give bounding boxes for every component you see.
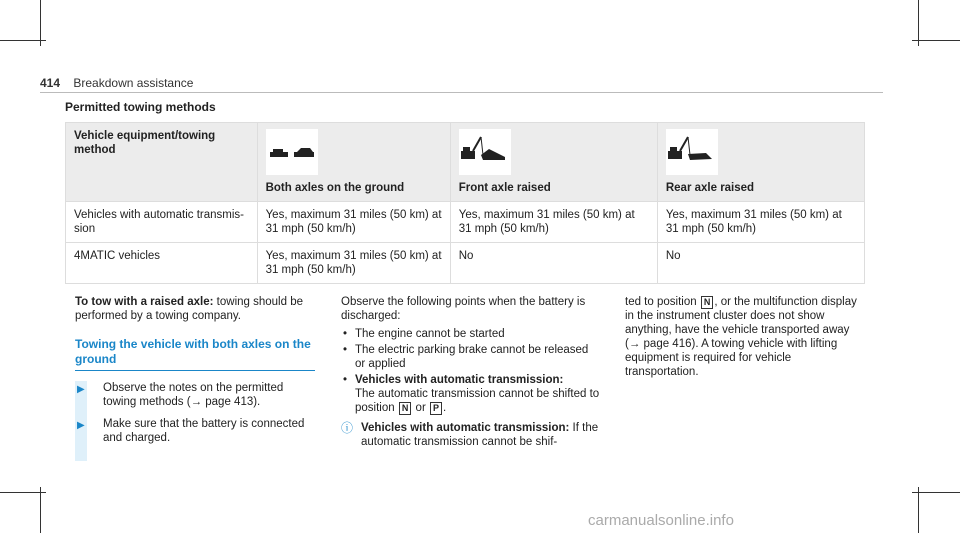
- watermark: carmanualsonline.info: [588, 512, 734, 529]
- info-icon: ⓘ: [341, 421, 354, 435]
- bullet-item: • Vehicles with automatic transmission: The automatic transmission cannot be shifted to position N or P .: [343, 374, 600, 414]
- table-cell: No: [450, 243, 657, 284]
- tow-truck-rear-raised-icon: [666, 129, 718, 175]
- header-cell: Rear axle raised: [657, 123, 864, 202]
- arrow-icon: ▶: [77, 384, 85, 395]
- crop-mark: [0, 40, 46, 41]
- instruction-step: ▶ Observe the notes on the permitted towing methods (→ page 413).: [75, 381, 315, 409]
- bullet-item: • The engine cannot be started: [343, 328, 505, 340]
- crop-mark: [0, 492, 46, 493]
- text-column-2: [341, 295, 601, 449]
- section-title: Breakdown assistance: [73, 76, 194, 90]
- gear-n-key: N: [399, 402, 412, 415]
- crop-mark: [912, 40, 960, 41]
- crop-mark: [40, 487, 41, 533]
- table-cell: No: [657, 243, 864, 284]
- bullet-item: • The electric parking brake cannot be released or applied: [343, 344, 589, 370]
- table-row: [66, 243, 865, 284]
- header-cell: Front axle raised: [450, 123, 657, 202]
- car-on-ground-icon: [266, 129, 318, 175]
- header-rule: [40, 92, 883, 93]
- battery-intro: Observe the following points when the battery is discharged:: [341, 296, 586, 322]
- gear-n-key: N: [701, 296, 714, 309]
- tow-truck-front-raised-icon: [459, 129, 511, 175]
- header-cell: Vehicle equipment/towing method: [66, 123, 258, 202]
- table-cell: Yes, maximum 31 miles (50 km) at 31 mph (50 km/h): [257, 243, 450, 284]
- header-cell: Both axles on the ground: [257, 123, 450, 202]
- table-cell: 4MATIC vehicles: [66, 243, 258, 284]
- crop-mark: [912, 492, 960, 493]
- table-cell: Yes, maximum 31 miles (50 km) at 31 mph (50 km/h): [450, 202, 657, 243]
- section-heading: Towing the vehicle with both axles on the ground: [75, 337, 315, 371]
- towing-methods-table: [65, 122, 865, 284]
- table-header-row: [66, 123, 865, 202]
- table-title: Permitted towing methods: [65, 100, 216, 114]
- instruction-step: ▶ Make sure that the battery is connected and charged.: [75, 417, 315, 445]
- table-cell: Yes, maximum 31 miles (50 km) at 31 mph (50 km/h): [657, 202, 864, 243]
- crop-mark: [918, 487, 919, 533]
- table-cell: Yes, maximum 31 miles (50 km) at 31 mph (50 km/h): [257, 202, 450, 243]
- text-column-1: [75, 295, 315, 453]
- gear-p-key: P: [430, 402, 442, 415]
- table-cell: Vehicles with automatic transmis-sion: [66, 202, 258, 243]
- raised-axle-paragraph: To tow with a raised axle: towing should be performed by a towing company.: [75, 296, 303, 322]
- page-header: [40, 76, 193, 90]
- arrow-icon: ▶: [77, 420, 85, 431]
- text-column-3: [625, 295, 865, 383]
- table-row: [66, 202, 865, 243]
- page-number: 414: [40, 76, 61, 90]
- continuation-paragraph: ted to position N , or the multifunction display in the instrument cluster does not show anything, have the vehicle transported away (→ page 416). A towing vehicle with lifting equipment is required for vehicle transportation.: [625, 296, 857, 378]
- info-note: ⓘ Vehicles with automatic transmission: If the automatic transmission cannot be shif-: [341, 421, 599, 448]
